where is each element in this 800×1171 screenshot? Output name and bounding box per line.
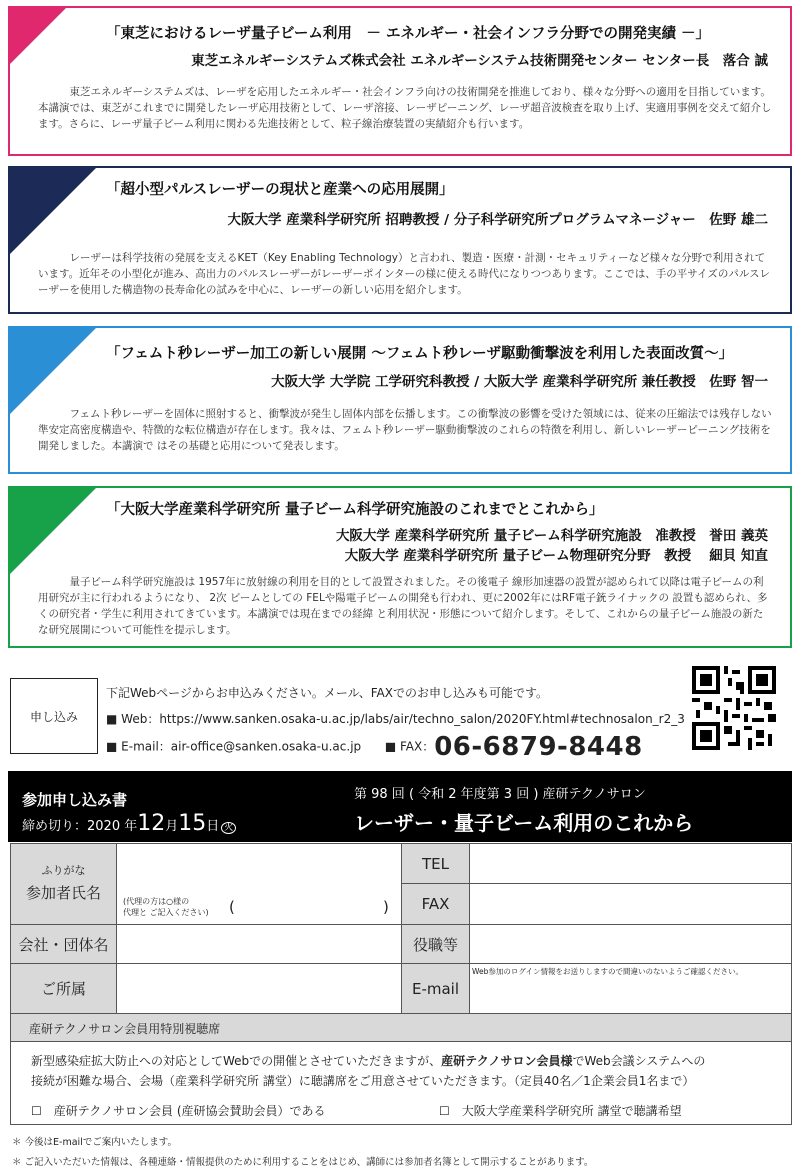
member-text-1c: でWeb会議システムへの bbox=[572, 1054, 706, 1068]
form-header bbox=[8, 771, 792, 842]
name-label-cell bbox=[10, 843, 117, 925]
lecture-speaker-4a: 大阪大学 産業科学研究所 量子ビーム科学研究施設 准教授 誉田 義英 bbox=[335, 528, 768, 544]
email-link[interactable]: air-office@sanken.osaka-u.ac.jp bbox=[170, 739, 362, 754]
proxy-paren-close: ) bbox=[383, 898, 389, 916]
dept-label-cell bbox=[10, 963, 117, 1014]
proxy-note bbox=[123, 896, 209, 918]
deadline-day: 15 bbox=[178, 811, 207, 836]
lecture-card-1 bbox=[8, 6, 792, 156]
lecture-card-4 bbox=[8, 486, 792, 648]
member-text-line-2: 接続が困難な場合、会場（産業科学研究所 講堂）に聴講席をご用意させていただきます。（定員40名／1企業会員1名まで） bbox=[31, 1074, 695, 1088]
position-label: 役職等 bbox=[412, 935, 458, 954]
apply-intro: 下記Webページからお申込みください。メール、FAXでのお申し込みも可能です。 bbox=[106, 686, 548, 700]
proxy-note-line-1: (代理の方は○様の bbox=[123, 897, 190, 906]
lecture-accent-1 bbox=[8, 6, 68, 66]
lecture-title-4: 「大阪大学産業科学研究所 量子ビーム科学研究施設のこれまでとこれから」 bbox=[106, 502, 604, 518]
qr-code-icon[interactable] bbox=[692, 666, 776, 750]
email-label-cell bbox=[401, 963, 470, 1014]
dept-label: ご所属 bbox=[40, 980, 86, 998]
lecture-title-1: 「東芝におけるレーザ量子ビーム利用 － エネルギー・社会インフラ分野での開発実績 －」 bbox=[106, 26, 711, 42]
email-note: Web参加のログイン情報をお送りしますので間違いのないようご確認ください。 bbox=[472, 967, 743, 976]
tel-input[interactable] bbox=[469, 843, 792, 884]
member-text-line-1 bbox=[31, 1052, 705, 1069]
company-label-cell bbox=[10, 924, 117, 964]
tel-label: TEL bbox=[422, 854, 449, 873]
lecture-title-3: 「フェムト秒レーザー加工の新しい展開 ～フェムト秒レーザ駆動衝撃波を利用した表面改質～」 bbox=[106, 346, 734, 362]
fax-label-cell bbox=[401, 883, 470, 925]
deadline-weekday: 火 bbox=[221, 822, 236, 834]
deadline-month-unit: 月 bbox=[165, 819, 179, 834]
web-label: ■ Web： bbox=[106, 712, 160, 726]
lecture-description-1: 東芝エネルギーシステムズは、レーザを応用したエネルギー・社会インフラ向けの技術開発を推進しており、様々な分野への適用を目指しています。本講演では、東芝がこれまでに開発したレーザ応用技術として、レーザ溶接、レーザピーニング、レーザ超音波検査を取り上げ、実適用事例を交えて紹介します。さらに、レーザ量子ビーム利用に関わる先進技術として、粒子線治療装置の実績紹介も行います。 bbox=[38, 86, 772, 130]
lecture-description-4: 量子ビーム科学研究施設は 1957年に放射線の利用を目的として設置されました。その後電子 線形加速器の設置が認められて以降は電子ビームの利用研究が主に行われるようになり、 2次 ビームとしての FELや陽電子ビームの開発も行われ、更に2002年にはRF電子銃ライナックの 設置も認められ、多くの研究者・学生に利用されてきています。本講演では現在までの経緯 と利用状況・形態について紹介します。そして、これからの量子ビーム施設の新たな研究展開について可能性を提示します。 bbox=[38, 576, 768, 636]
deadline bbox=[22, 811, 236, 836]
lecture-speaker-2: 大阪大学 産業科学研究所 招聘教授 / 分子科学研究所プログラムマネージャー 佐野 雄二 bbox=[227, 212, 768, 228]
note-2: ＊ ご記入いただいた情報は、各種連絡・情報提供のために利用することをはじめ、講師には参加者名簿として開示することがあります。 bbox=[12, 1157, 594, 1168]
email-field-label: E-mail bbox=[411, 979, 460, 998]
lecture-accent-2 bbox=[8, 166, 98, 256]
email-input[interactable] bbox=[469, 963, 792, 1014]
apply-label: 申し込み bbox=[29, 709, 78, 724]
deadline-prefix: 締め切り：2020 年 bbox=[22, 819, 138, 834]
dept-input[interactable] bbox=[116, 963, 402, 1014]
member-row-label: 産研テクノサロン会員用特別視聴席 bbox=[29, 1022, 221, 1036]
member-text-1b: 産研テクノサロン会員様 bbox=[441, 1054, 573, 1068]
venue-checkbox[interactable]: ☐ 大阪大学産業科学研究所 講堂で聴講希望 bbox=[439, 1104, 682, 1118]
lecture-accent-3 bbox=[8, 326, 98, 416]
web-url-link[interactable]: https://www.sanken.osaka-u.ac.jp/labs/air/techno_salon/2020FY.html#technosalon_r2_3 bbox=[159, 712, 685, 726]
proxy-note-line-2: 代理と ご記入ください) bbox=[123, 908, 209, 917]
lecture-speaker-3: 大阪大学 大学院 工学研究科教授 / 大阪大学 産業科学研究所 兼任教授 佐野 智一 bbox=[271, 374, 768, 390]
note-1: ＊ 今後はE-mailでご案内いたします。 bbox=[12, 1137, 178, 1148]
email-label: ■ E-mail： bbox=[106, 739, 171, 754]
tel-label-cell bbox=[401, 843, 470, 884]
form-heading: 参加申し込み書 bbox=[22, 791, 128, 809]
member-checkbox[interactable]: ☐ 産研テクノサロン会員 (産研協会賛助会員）である bbox=[31, 1104, 326, 1118]
fax-number: 06-6879-8448 bbox=[434, 732, 643, 762]
fax-label: ■ FAX： bbox=[384, 739, 435, 754]
member-text-1a: 新型感染症拡大防止への対応としてWebでの開催とさせていただきますが、 bbox=[31, 1054, 442, 1068]
company-label: 会社・団体名 bbox=[18, 935, 109, 954]
company-input[interactable] bbox=[116, 924, 402, 964]
name-label: 参加者氏名 bbox=[25, 884, 101, 902]
event-title: レーザー・量子ビーム利用のこれから bbox=[354, 811, 694, 835]
member-info-cell bbox=[10, 1041, 792, 1125]
proxy-paren-open: ( bbox=[229, 898, 235, 916]
fax-input[interactable] bbox=[469, 883, 792, 925]
apply-web-line bbox=[106, 710, 685, 727]
deadline-month: 12 bbox=[137, 811, 166, 836]
lecture-card-3 bbox=[8, 326, 792, 474]
position-input[interactable] bbox=[469, 924, 792, 964]
fax-field-label: FAX bbox=[421, 895, 450, 913]
apply-email-fax-line bbox=[106, 732, 643, 762]
event-line: 第 98 回 ( 令和 2 年度第 3 回 ) 産研テクノサロン bbox=[354, 787, 646, 802]
lecture-description-3: フェムト秒レーザーを固体に照射すると、衝撃波が発生し固体内部を伝播します。この衝撃波の影響を受けた領域には、従来の圧縮法では残存しない準安定高密度構造や、特徴的な転位構造が存在します。我々は、フェムト秒レーザー駆動衝撃波のこれらの特徴を利用し、新しいレーザーピーニング技術を開発しました。本講演で はその基礎と応用について発表します。 bbox=[38, 408, 772, 452]
member-row-cell bbox=[10, 1013, 792, 1042]
position-label-cell bbox=[401, 924, 470, 964]
name-input-cell[interactable] bbox=[116, 843, 402, 925]
apply-label-box bbox=[10, 678, 98, 754]
lecture-accent-4 bbox=[8, 486, 98, 576]
lecture-title-2: 「超小型パルスレーザーの現状と産業への応用展開」 bbox=[106, 182, 454, 198]
lecture-description-2: レーザーは科学技術の発展を支えるKET（Key Enabling Technology）と言われ、製造・医療・計測・セキュリティーなど様々な分野で利用されています。近年その小型化が進み、高出力のパルスレーザーがレーザーポインターの様に使える時代になりつつあります。ここでは、手の平サイズのパルスレーザーを使用した構造物の長寿命化の試みを中心に、レーザーの新しい応用を紹介します。 bbox=[38, 252, 771, 296]
lecture-speaker-1: 東芝エネルギーシステムズ株式会社 エネルギーシステム技術開発センター センター長 落合 誠 bbox=[191, 53, 768, 69]
deadline-day-unit: 日 bbox=[206, 819, 220, 834]
lecture-speaker-4b: 大阪大学 産業科学研究所 量子ビーム物理研究分野 教授 細貝 知直 bbox=[344, 548, 768, 564]
lecture-card-2 bbox=[8, 166, 792, 314]
furigana-label: ふりがな bbox=[41, 864, 86, 877]
